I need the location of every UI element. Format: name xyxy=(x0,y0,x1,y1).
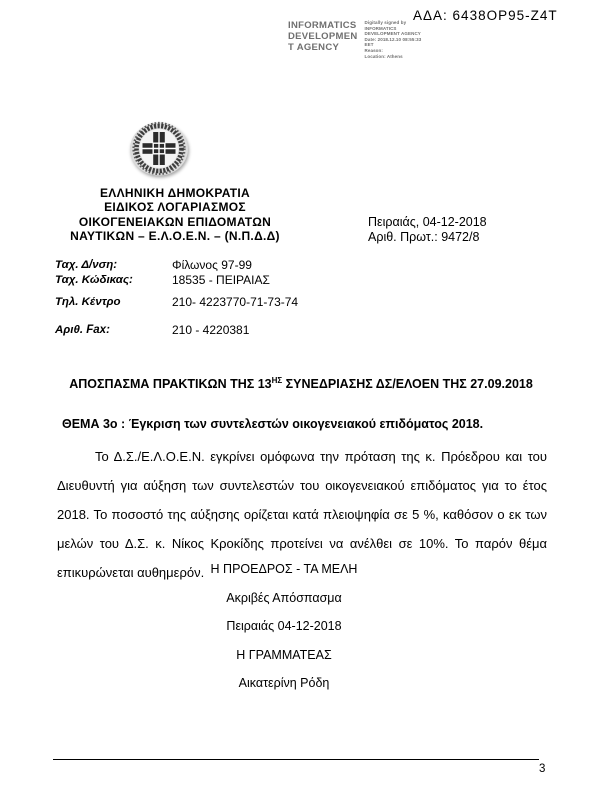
digital-signature-stamp xyxy=(288,20,427,59)
secretary-title-line: Η ΓΡΑΜΜΑΤΕΑΣ xyxy=(236,647,332,662)
document-title: ΑΠΟΣΠΑΣΜΑ ΠΡΑΚΤΙΚΩΝ ΤΗΣ $13^{H\Sigma}$ ΣΥΝΕΔΡΙΑΣΗΣ ΔΣ/ΕΛΟΕΝ ΤΗΣ 27.09.2018 xyxy=(69,376,533,391)
decision-paragraph: Το Δ.Σ./Ε.Λ.Ο.Ε.Ν. εγκρίνει ομόφωνα την πρόταση της κ. Πρόεδρου και του Διευθυντή για αύξηση των συντελεστών του οικογενειακού επιδόματος για το έτος 2018. Το ποσοστό της αύξησης ορίζεται κατά πλειοψηφία σε 5 %, καθόσον ο εκ των μελών του Δ.Σ. κ. Νίκος Κροκίδης προτείνει να ανέλθει σε 10%. Το παρόν θέμα επικυρώνεται αυθημερόν. xyxy=(57,449,547,580)
subject-line xyxy=(62,417,483,431)
contact-row-phone: Τηλ. Κέντρο 210- 4223770-71-73-74 xyxy=(55,295,299,309)
organization-header xyxy=(55,186,295,243)
contact-row-fax: Αριθ. Fax: 210 - 4220381 xyxy=(55,323,250,337)
ada-value: 6438ΟΡ95-Ζ4Τ xyxy=(452,8,558,23)
contact-row-postcode: Ταχ. Κώδικας: 18535 - ΠΕΙΡΑΙΑΣ xyxy=(55,273,270,287)
closing-date-line: Πειραιάς 04-12-2018 xyxy=(226,619,342,633)
place-date: Πειραιάς, 04-12-2018 xyxy=(368,215,487,229)
contact-row-address: Ταχ. Δ/νση: Φίλωνος 97-99 xyxy=(55,258,252,272)
org-line: ΟΙΚΟΓΕΝΕΙΑΚΩΝ ΕΠΙΔΟΜΑΤΩΝ xyxy=(78,214,272,229)
subject-label: ΘΕΜΑ 3ο : xyxy=(62,417,126,431)
greek-coat-of-arms-icon xyxy=(126,121,192,179)
president-members-line: Η ΠΡΟΕΔΡΟΣ - ΤΑ ΜΕΛΗ xyxy=(210,562,358,576)
stamp-agency-name: INFORMATICS DEVELOPMEN T AGENCY xyxy=(288,20,358,53)
subject-text: Έγκριση των συντελεστών οικογενειακού επιδόματος 2018. xyxy=(128,417,484,431)
page-number: 3 xyxy=(539,763,546,775)
org-line: ΕΛΛΗΝΙΚΗ ΔΗΜΟΚΡΑΤΙΑ xyxy=(100,186,250,200)
ada-label: ΑΔΑ: xyxy=(413,8,448,23)
org-line: ΕΙΔΙΚΟΣ ΛΟΓΑΡΙΑΣΜΟΣ xyxy=(104,200,246,215)
certified-copy-line: Ακριβές Απόσπασμα xyxy=(226,590,342,605)
date-protocol-block xyxy=(368,215,487,245)
secretary-name-line: Αικατερίνη Ρόδη xyxy=(238,676,330,690)
stamp-signature-details: Digitally signed by INFORMATICS DEVELOPMENT AGENCY Date: 2018.12.10 08:55:33 EET Reason: Location: Athens xyxy=(364,20,422,59)
ada-code xyxy=(413,8,558,23)
org-line: ΝΑΥΤΙΚΩΝ – Ε.Λ.Ο.Ε.Ν. – (Ν.Π.Δ.Δ) xyxy=(70,228,280,243)
signature-block xyxy=(55,563,513,706)
protocol-number: Αριθ. Πρωτ.: 9472/8 xyxy=(368,230,480,244)
contact-info xyxy=(55,259,385,337)
footer-divider xyxy=(53,759,539,760)
